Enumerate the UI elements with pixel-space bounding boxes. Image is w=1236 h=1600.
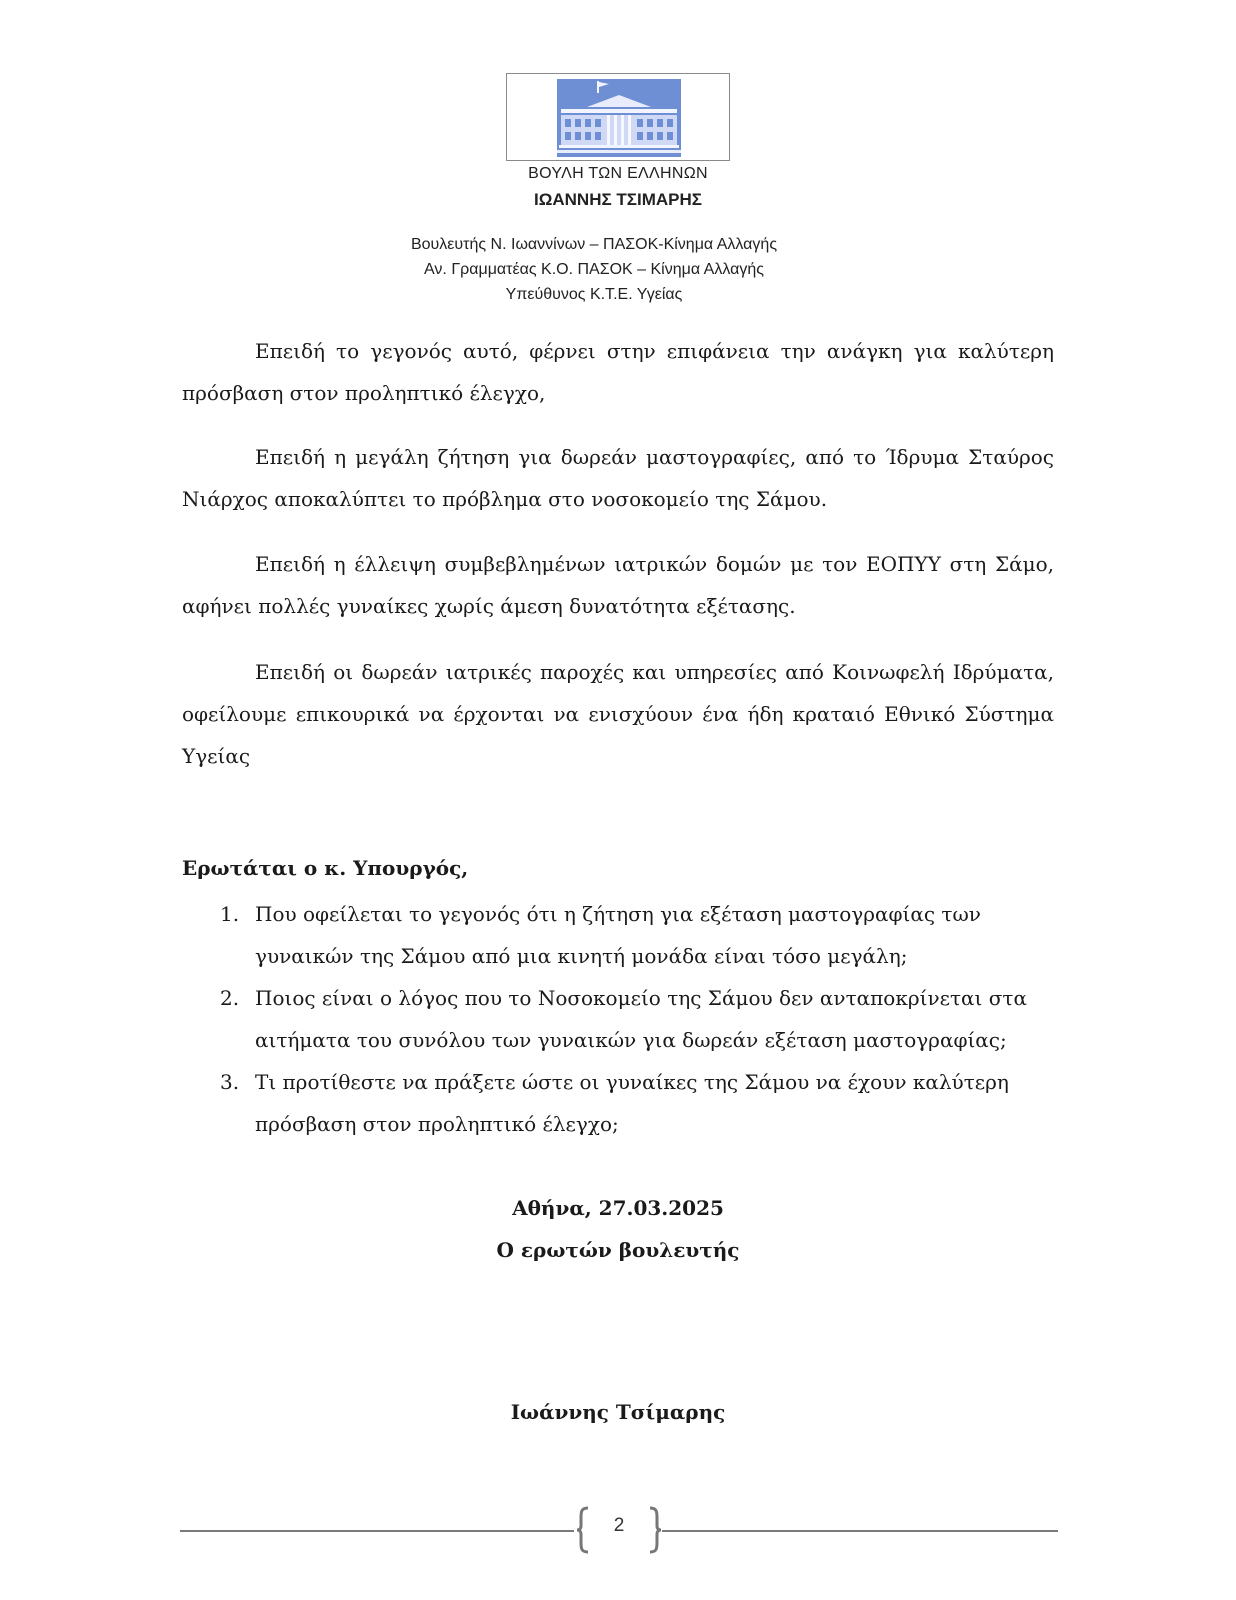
footer-rule-right <box>662 1530 1058 1532</box>
paragraph-3: Επειδή η έλλειψη συμβεβλημένων ιατρικών δομών με τον ΕΟΠΥΥ στη Σάμο, αφήνει πολλές γυναίκες χωρίς άμεση δυνατότητα εξέτασης. <box>182 552 1054 618</box>
question-heading: Ερωτάται ο κ. Υπουργός, <box>182 856 469 880</box>
mp-role-1: Βουλευτής Ν. Ιωαννίνων – ΠΑΣΟΚ-Κίνημα Αλλαγής <box>410 236 778 253</box>
question-number: 1. <box>220 902 240 926</box>
right-brace-icon <box>648 1506 662 1554</box>
mp-name: ΙΩΑΝΝΗΣ ΤΣΙΜΑΡΗΣ <box>534 190 702 209</box>
parliament-logo <box>506 73 730 161</box>
question-text: Ποιος είναι ο λόγος που το Νοσοκομείο της Σάμου δεν ανταποκρίνεται στα αιτήματα του συνόλου των γυναικών για δωρεάν εξέταση μαστογραφίας; <box>255 986 1027 1052</box>
signature-name: Ιωάννης Τσίμαρης <box>510 1400 726 1424</box>
mp-role-3: Υπεύθυνος Κ.Τ.Ε. Υγείας <box>505 286 683 303</box>
page-number: 2 <box>613 1515 625 1536</box>
question-item <box>182 893 1054 977</box>
left-brace-icon <box>576 1506 590 1554</box>
place-date: Αθήνα, 27.03.2025 <box>512 1196 724 1220</box>
paragraph-1: Επειδή το γεγονός αυτό, φέρνει στην επιφάνεια την ανάγκη για καλύτερη πρόσβαση στον προληπτικό έλεγχο, <box>182 339 1054 405</box>
parliament-name: ΒΟΥΛΗ ΤΩΝ ΕΛΛΗΝΩΝ <box>528 165 708 182</box>
paragraph-2: Επειδή η μεγάλη ζήτηση για δωρεάν μαστογραφίες, από το Ίδρυμα Σταύρος Νιάρχος αποκαλύπτει το πρόβλημα στο νοσοκομείο της Σάμου. <box>182 445 1054 511</box>
question-item <box>182 977 1054 1061</box>
question-text: Τι προτίθεστε να πράξετε ώστε οι γυναίκες της Σάμου να έχουν καλύτερη πρόσβαση στον προληπτικό έλεγχο; <box>255 1070 1009 1136</box>
mp-role-2: Αν. Γραμματέας Κ.Ο. ΠΑΣΟΚ – Κίνημα Αλλαγής <box>424 261 764 278</box>
question-text: Που οφείλεται το γεγονός ότι η ζήτηση για εξέταση μαστογραφίας των γυναικών της Σάμου από μια κινητή μονάδα είναι τόσο μεγάλη; <box>255 902 981 968</box>
question-list <box>182 893 1054 1145</box>
paragraph-4: Επειδή οι δωρεάν ιατρικές παροχές και υπηρεσίες από Κοινωφελή Ιδρύματα, οφείλουμε επικουρικά να έρχονται να ενισχύουν ένα ήδη κραταιό Εθνικό Σύστημα Υγείας <box>182 660 1054 768</box>
question-number: 2. <box>220 986 240 1010</box>
question-item <box>182 1061 1054 1145</box>
footer-rule-left <box>180 1530 574 1532</box>
asker-title: Ο ερωτών βουλευτής <box>496 1238 740 1262</box>
question-number: 3. <box>220 1070 240 1094</box>
parliament-building-icon <box>557 79 681 157</box>
